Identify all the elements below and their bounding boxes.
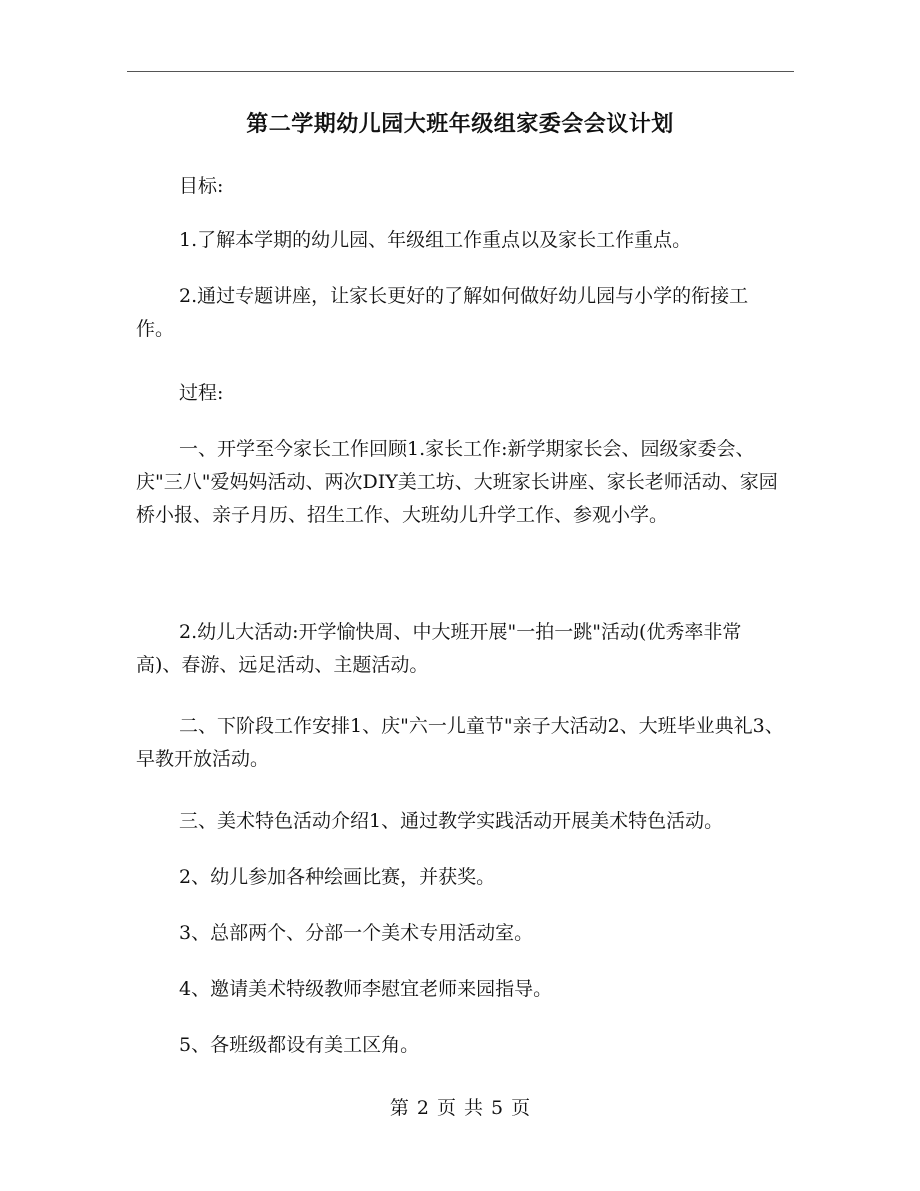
paragraph-section-3-item-5: 5、各班级都设有美工区角。 [179, 1034, 420, 1056]
page-number: 第 2 页 共 5 页 [389, 1097, 531, 1119]
header-rule [127, 71, 794, 72]
paragraph-goal-heading: 目标: [179, 175, 224, 197]
paragraph-section-3-item-4: 4、邀请美术特级教师李慰宜老师来园指导。 [179, 978, 553, 1000]
paragraph-section-2: 二、下阶段工作安排1、庆"六一儿童节"亲子大活动2、大班毕业典礼3、早教开放活动。 [136, 715, 784, 770]
paragraph-section-3: 三、美术特色活动介绍1、通过教学实践活动开展美术特色活动。 [179, 810, 724, 832]
paragraph-section-3-item-3: 3、总部两个、分部一个美术专用活动室。 [179, 922, 534, 944]
paragraph-section-3-item-2: 2、幼儿参加各种绘画比赛，并获奖。 [179, 866, 496, 888]
paragraph-goal-1: 1.了解本学期的幼儿园、年级组工作重点以及家长工作重点。 [179, 229, 692, 251]
paragraph-section-1-item-2: 2.幼儿大活动:开学愉快周、中大班开展"一拍一跳"活动(优秀率非常高)、春游、远足活动、主题活动。 [136, 621, 742, 676]
paragraph-section-1: 一、开学至今家长工作回顾1.家长工作:新学期家长会、园级家委会、庆"三八"爱妈妈活动、两次DIY美工坊、大班家长讲座、家长老师活动、家园桥小报、亲子月历、招生工作、大班幼儿升学工作、参观小学。 [136, 438, 778, 526]
paragraph-process-heading: 过程: [179, 382, 224, 404]
paragraph-goal-2: 2.通过专题讲座，让家长更好的了解如何做好幼儿园与小学的衔接工作。 [136, 285, 749, 340]
document-title: 第二学期幼儿园大班年级组家委会会议计划 [246, 111, 674, 137]
